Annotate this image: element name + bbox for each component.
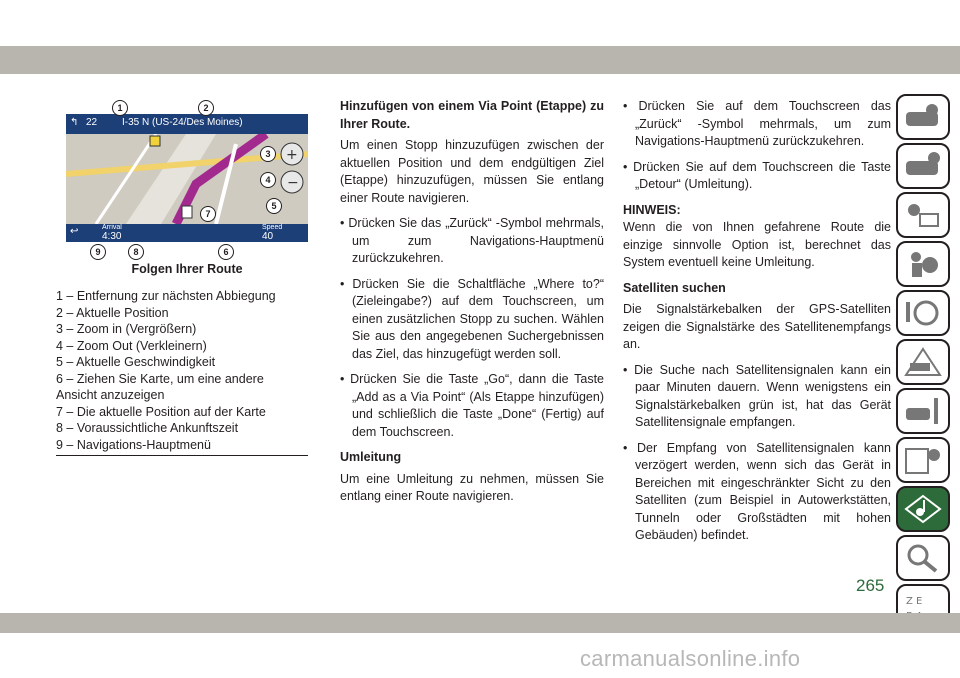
- back-icon: ↩: [70, 226, 79, 237]
- bullet-item: • Drücken Sie auf dem Touchscreen die Taste „Detour“ (Umleitung).: [623, 159, 891, 191]
- distance-to-turn: 22: [86, 117, 98, 128]
- top-band: [0, 46, 960, 74]
- airbag-icon[interactable]: [896, 241, 950, 287]
- legend-divider: [56, 455, 308, 456]
- right-column: [623, 98, 891, 553]
- callout-4: 4: [260, 172, 276, 188]
- legend-item: 7 – Die aktuelle Position auf der Karte: [56, 404, 266, 419]
- nav-bottom-bar: [66, 224, 308, 242]
- svg-text:Z E: Z E: [906, 596, 923, 607]
- turn-arrow-icon: ↰: [70, 117, 79, 128]
- section-heading: Umleitung: [340, 450, 402, 464]
- car-alert-icon[interactable]: [896, 143, 950, 189]
- callout-1: 1: [112, 100, 128, 116]
- section-heading: Satelliten suchen: [623, 280, 726, 295]
- legend-item: 6 – Ziehen Sie Karte, um eine andere: [56, 371, 264, 386]
- bottom-band: [0, 613, 960, 633]
- legend-item: 2 – Aktuelle Position: [56, 305, 169, 320]
- legend-item: 4 – Zoom Out (Verkleinern): [56, 338, 207, 353]
- road-name: I-35 N (US-24/Des Moines): [122, 117, 243, 128]
- paragraph: Um einen Stopp hinzuzufügen zwischen der aktuellen Position und dem endgültigen Ziel (Etappe) hinzuzufügen, müssen Sie entlang einer Route navigieren.: [340, 138, 604, 205]
- figure-caption: Folgen Ihrer Route: [131, 262, 243, 276]
- bullet-item: • Die Suche nach Satellitensignalen kann ein paar Minuten dauern. Wenn wenigstens ein Signalstärkebalken grün ist, hat das Gerät Satellitensignale empfangen.: [623, 362, 891, 429]
- speed-value: 40: [262, 231, 274, 242]
- car-service-icon[interactable]: [896, 388, 950, 434]
- figure-legend: [56, 288, 308, 453]
- bullet-item: • Der Empfang von Satellitensignalen kann verzögert werden, wenn sich das Gerät in Bereichen mit eingeschränkter Sicht zu den Satelliten (zum Beispiel in Autowerkstätten, Tunneln oder Großstädten mit hohen Gebäuden) befindet.: [623, 440, 891, 542]
- callout-8: 8: [128, 244, 144, 260]
- callout-6: 6: [218, 244, 234, 260]
- callout-5: 5: [266, 198, 282, 214]
- legend-item: 1 – Entfernung zur nächsten Abbiegung: [56, 289, 276, 303]
- settings-list-icon[interactable]: [896, 437, 950, 483]
- legend-item: 9 – Navigations-Hauptmenü: [56, 437, 211, 452]
- callout-2: 2: [198, 100, 214, 116]
- bullet-item: • Drücken Sie die Taste „Go“, dann die Taste „Add as a Via Point“ (Als Etappe hinzufügen) und schließlich die Taste „Done“ (Fertig) auf dem Touchscreen.: [340, 372, 604, 439]
- paragraph: Die Signalstärkebalken der GPS-Satelliten zeigen die Signalstärke des Satellitenempfangs an.: [623, 302, 891, 351]
- speed-label: Speed: [262, 224, 283, 231]
- search-icon[interactable]: [896, 535, 950, 581]
- legend-item: Ansicht anzuzeigen: [56, 388, 165, 402]
- watermark: carmanualsonline.info: [580, 646, 801, 671]
- callout-9: 9: [90, 244, 106, 260]
- svg-text:+: +: [286, 147, 298, 163]
- music-nav-icon[interactable]: [896, 486, 950, 532]
- callout-7: 7: [200, 206, 216, 222]
- warning-lights-icon[interactable]: [896, 192, 950, 238]
- middle-column: [340, 98, 604, 514]
- page-number: 265: [856, 576, 885, 595]
- legend-item: 5 – Aktuelle Geschwindigkeit: [56, 355, 216, 369]
- legend-item: 3 – Zoom in (Vergrößern): [56, 322, 197, 336]
- note-text: Wenn die von Ihnen gefahrene Route die einzige sinnvolle Option ist, berechnet das System eventuell keine Umleitung.: [623, 220, 891, 269]
- nav-top-bar: [66, 114, 308, 134]
- arrival-label: Arrival: [102, 224, 122, 231]
- bullet-item: • Drücken Sie auf dem Touchscreen das „Zurück“ -Symbol mehrmals, um zum Navigations-Hauptmenü zurückzukehren.: [623, 99, 891, 148]
- bullet-item: • Drücken Sie die Schaltfläche „Where to?“ (Zieleingabe?) auf dem Touchscreen, um einen zusätzlichen Stopp zu suchen. Wählen Sie aus den angegebenen Suchergebnissen das Ziel, das hinzugefügt werden soll.: [340, 276, 604, 361]
- callout-3: 3: [260, 146, 276, 162]
- legend-item: 8 – Voraussichtliche Ankunftszeit: [56, 421, 239, 435]
- svg-text:−: −: [287, 175, 299, 191]
- accident-icon[interactable]: [896, 339, 950, 385]
- arrival-time: 4:30: [102, 231, 122, 242]
- chapter-tabs: [896, 94, 952, 633]
- note-heading: HINWEIS:: [623, 202, 681, 217]
- section-heading: Hinzufügen von einem Via Point (Etappe) zu Ihrer Route.: [340, 99, 604, 131]
- bullet-item: • Drücken Sie das „Zurück“ -Symbol mehrmals, um zum Navigations-Hauptmenü zurückzukehren.: [340, 216, 604, 265]
- car-info-icon[interactable]: [896, 94, 950, 140]
- steering-icon[interactable]: [896, 290, 950, 336]
- paragraph: Um eine Umleitung zu nehmen, müssen Sie entlang einer Route navigieren.: [340, 471, 604, 503]
